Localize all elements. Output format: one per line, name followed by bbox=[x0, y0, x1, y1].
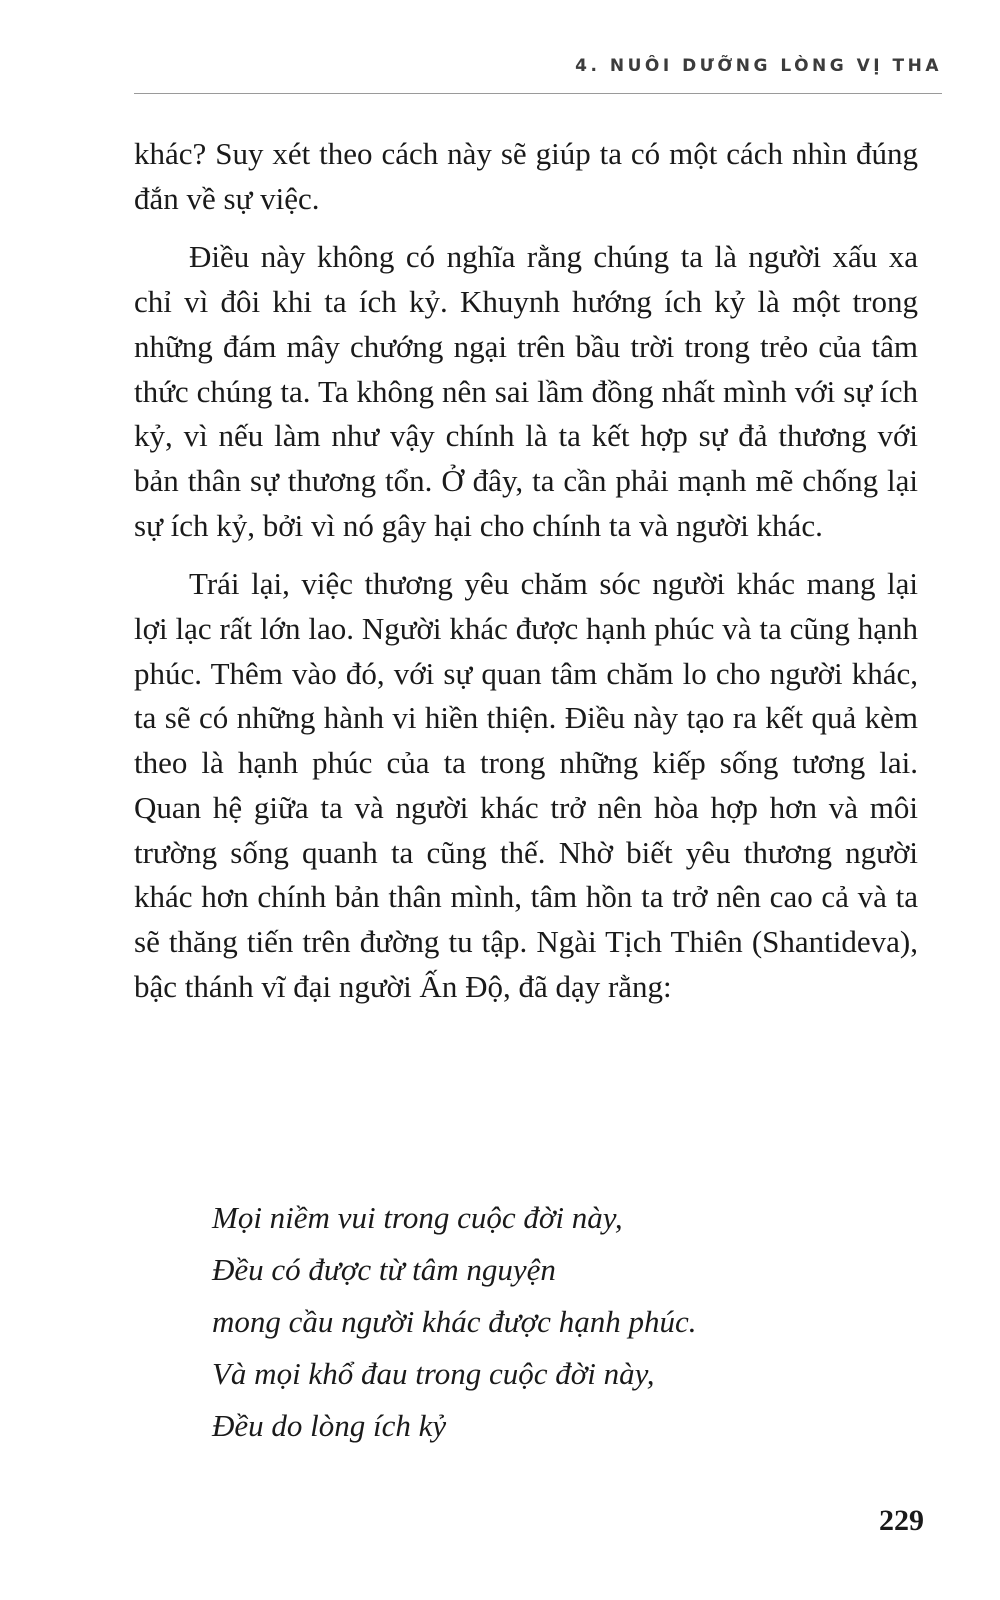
shantideva-quote bbox=[212, 1192, 912, 1452]
quote-line: Đều do lòng ích kỷ bbox=[212, 1408, 447, 1443]
quote-line: mong cầu người khác được hạnh phúc. bbox=[212, 1304, 697, 1339]
paragraph-continuation: khác? Suy xét theo cách này sẽ giúp ta có một cách nhìn đúng đắn về sự việc. bbox=[134, 136, 918, 216]
quote-line: Mọi niềm vui trong cuộc đời này, bbox=[212, 1200, 623, 1235]
quote-line: Đều có được từ tâm nguyện bbox=[212, 1252, 556, 1287]
paragraph-caring-for-others: Trái lại, việc thương yêu chăm sóc người khác mang lại lợi lạc rất lớn lao. Người khác được hạnh phúc và ta cũng hạnh phúc. Thêm vào đó, với sự quan tâm chăm lo cho người khác, ta sẽ có những hành vi hiền thiện. Điều này tạo ra kết quả kèm theo là hạnh phúc của ta trong những kiếp sống tương lai. Quan hệ giữa ta và người khác trở nên hòa hợp hơn và môi trường sống quanh ta cũng thế. Nhờ biết yêu thương người khác hơn chính bản thân mình, tâm hồn ta trở nên cao cả và ta sẽ thăng tiến trên đường tu tập. Ngài Tịch Thiên (Shantideva), bậc thánh vĩ đại người Ấn Độ, đã dạy rằng: bbox=[134, 566, 918, 1004]
header-rule bbox=[134, 93, 942, 94]
quote-line: Và mọi khổ đau trong cuộc đời này, bbox=[212, 1356, 655, 1391]
body-text bbox=[134, 132, 918, 1023]
paragraph-selfishness: Điều này không có nghĩa rằng chúng ta là người xấu xa chỉ vì đôi khi ta ích kỷ. Khuynh hướng ích kỷ là một trong những đám mây chướng ngại trên bầu trời trong trẻo của tâm thức chúng ta. Ta không nên sai lầm đồng nhất mình với sự ích kỷ, vì nếu làm như vậy chính là ta kết hợp sự đả thương với bản thân sự thương tổn. Ở đây, ta cần phải mạnh mẽ chống lại sự ích kỷ, bởi vì nó gây hại cho chính ta và người khác. bbox=[134, 239, 918, 543]
page-number: 229 bbox=[879, 1504, 924, 1537]
running-header: 4. NUÔI DƯỠNG LÒNG VỊ THA bbox=[575, 56, 942, 76]
